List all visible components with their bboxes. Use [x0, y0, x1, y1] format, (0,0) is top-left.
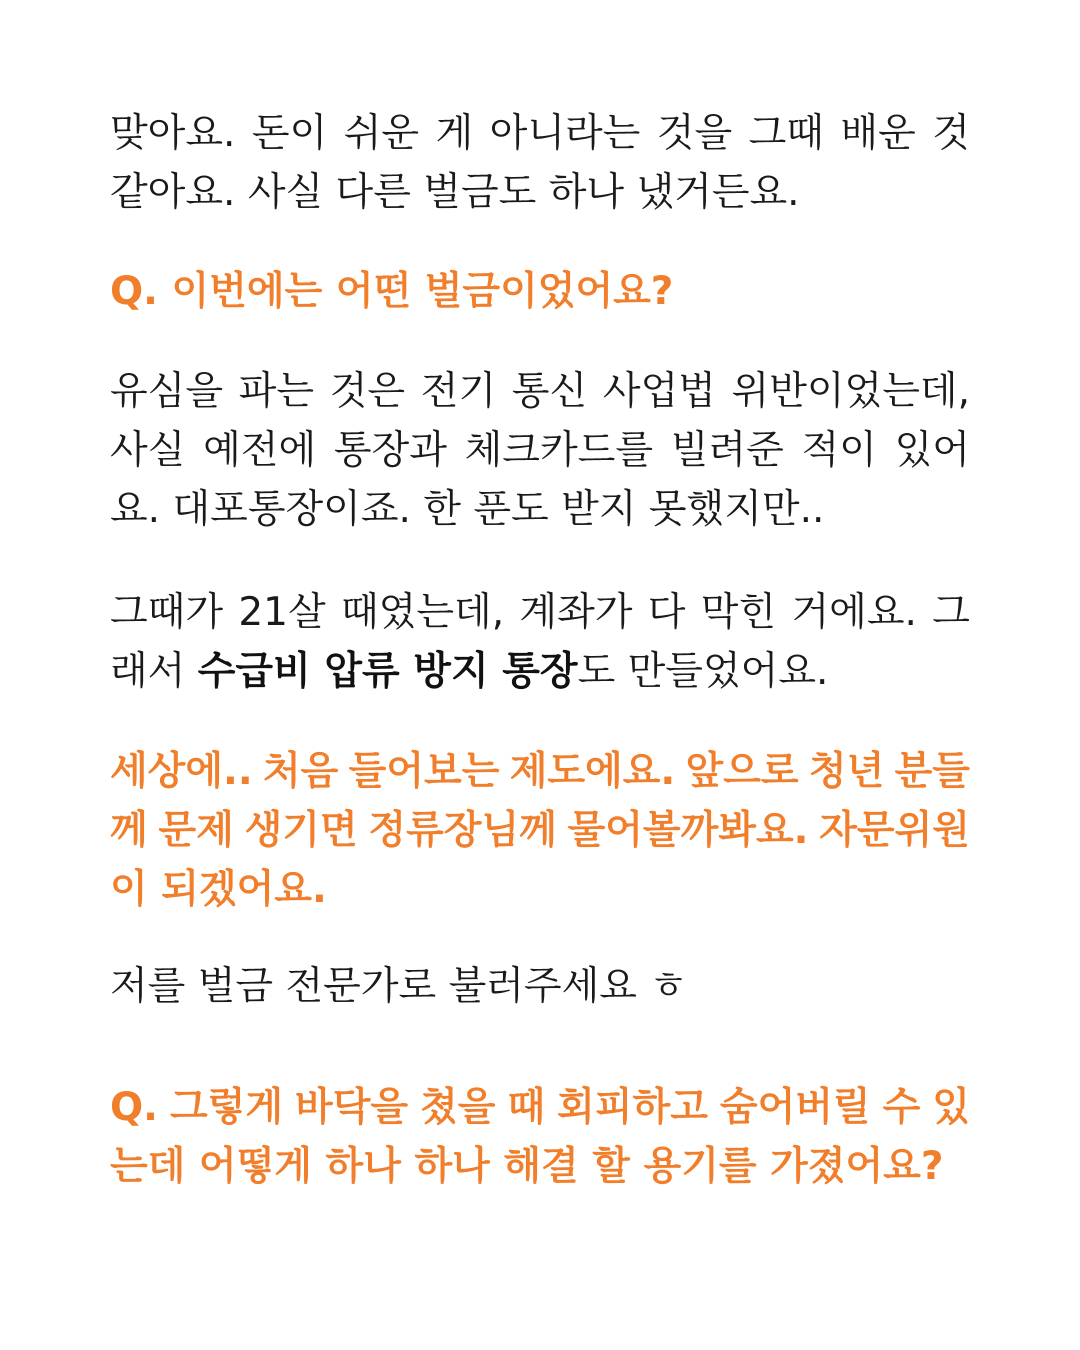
interviewer-comment	[110, 742, 970, 919]
word: 처음	[262, 749, 339, 794]
word: 세상에..	[110, 749, 253, 794]
word: 께	[110, 808, 148, 853]
word: 전기	[420, 369, 497, 414]
word: 그때	[748, 111, 824, 156]
word: 그	[932, 590, 970, 635]
word: 자문위원	[819, 808, 970, 853]
word: 앞으로	[685, 749, 799, 794]
word: 것은	[329, 369, 406, 414]
word: 것	[932, 111, 970, 156]
answer-3-line-2	[110, 642, 970, 701]
answer-paragraph-4	[110, 957, 970, 1016]
comment-line-2	[110, 801, 970, 860]
word: Q.	[110, 1085, 158, 1130]
line-text: 도 만들었어요.	[577, 649, 829, 694]
question-2-line-2: 는데 어떻게 하나 하나 해결 할 용기를 가졌어요?	[110, 1144, 944, 1189]
word: 때	[507, 1085, 546, 1130]
word: 있	[932, 1085, 970, 1130]
word: 분들	[894, 749, 970, 794]
word: 막힌	[700, 590, 777, 635]
word: 숨어버릴	[719, 1085, 871, 1130]
word: 적이	[801, 428, 877, 473]
word: 게	[435, 111, 474, 156]
word: 위반이었는데,	[731, 369, 970, 414]
word: 21살	[238, 590, 326, 635]
word: 다	[647, 590, 686, 635]
word: 체크카드를	[464, 428, 653, 473]
question-2-line-1	[110, 1078, 970, 1137]
line-text: 래서	[110, 649, 198, 694]
word: 예전에	[203, 428, 317, 473]
word: 유심을	[110, 369, 224, 414]
word: 쉬운	[343, 111, 420, 156]
word: 청년	[808, 749, 885, 794]
word: 빌려준	[670, 428, 784, 473]
word: 거에요.	[791, 590, 917, 635]
answer-2-line-3: 요. 대포통장이죠. 한 푼도 받지 못했지만..	[110, 487, 825, 532]
word: 있어	[894, 428, 970, 473]
word: 배운	[840, 111, 916, 156]
word: 사업법	[602, 369, 716, 414]
answer-4-line-1: 저를 벌금 전문가로 불러주세요 ㅎ	[110, 964, 688, 1009]
word: 정류장님께	[368, 808, 557, 853]
word: 그때가	[110, 590, 224, 635]
comment-line-3: 이 되겠어요.	[110, 867, 327, 912]
word: 계좌가	[519, 590, 633, 635]
highlight-account-name: 수급비 압류 방지 통장	[197, 649, 578, 694]
word: 물어볼까봐요.	[567, 808, 809, 853]
word: 쳤을	[420, 1085, 496, 1130]
word: 돈이	[251, 111, 328, 156]
word: 사실	[110, 428, 186, 473]
answer-3-line-1	[110, 583, 970, 642]
word: 바닥을	[295, 1085, 409, 1130]
question-1-line-1: Q. 이번에는 어떤 벌금이었어요?	[110, 269, 674, 314]
word: 생기면	[244, 808, 358, 853]
word: 문제	[158, 808, 234, 853]
answer-paragraph-2	[110, 362, 970, 539]
word: 들어보는	[348, 749, 500, 794]
answer-1-line-2: 같아요. 사실 다른 벌금도 하나 냈거든요.	[110, 170, 800, 215]
word: 때였는데,	[341, 590, 505, 635]
word: 통신	[511, 369, 588, 414]
word: 회피하고	[557, 1085, 708, 1130]
word: 통장과	[333, 428, 447, 473]
word: 맞아요.	[110, 111, 236, 156]
question-2	[110, 1078, 970, 1196]
word: 파는	[238, 369, 315, 414]
answer-1-line-1	[110, 104, 970, 163]
word: 아니라는	[489, 111, 641, 156]
answer-paragraph-3	[110, 583, 970, 701]
comment-line-1	[110, 742, 970, 801]
answer-paragraph-1	[110, 104, 970, 222]
word: 그렇게	[170, 1085, 284, 1130]
answer-2-line-1	[110, 362, 970, 421]
word: 것을	[656, 111, 733, 156]
question-1	[110, 262, 970, 321]
answer-2-line-2	[110, 421, 970, 480]
word: 수	[882, 1085, 921, 1130]
word: 제도에요.	[509, 749, 676, 794]
